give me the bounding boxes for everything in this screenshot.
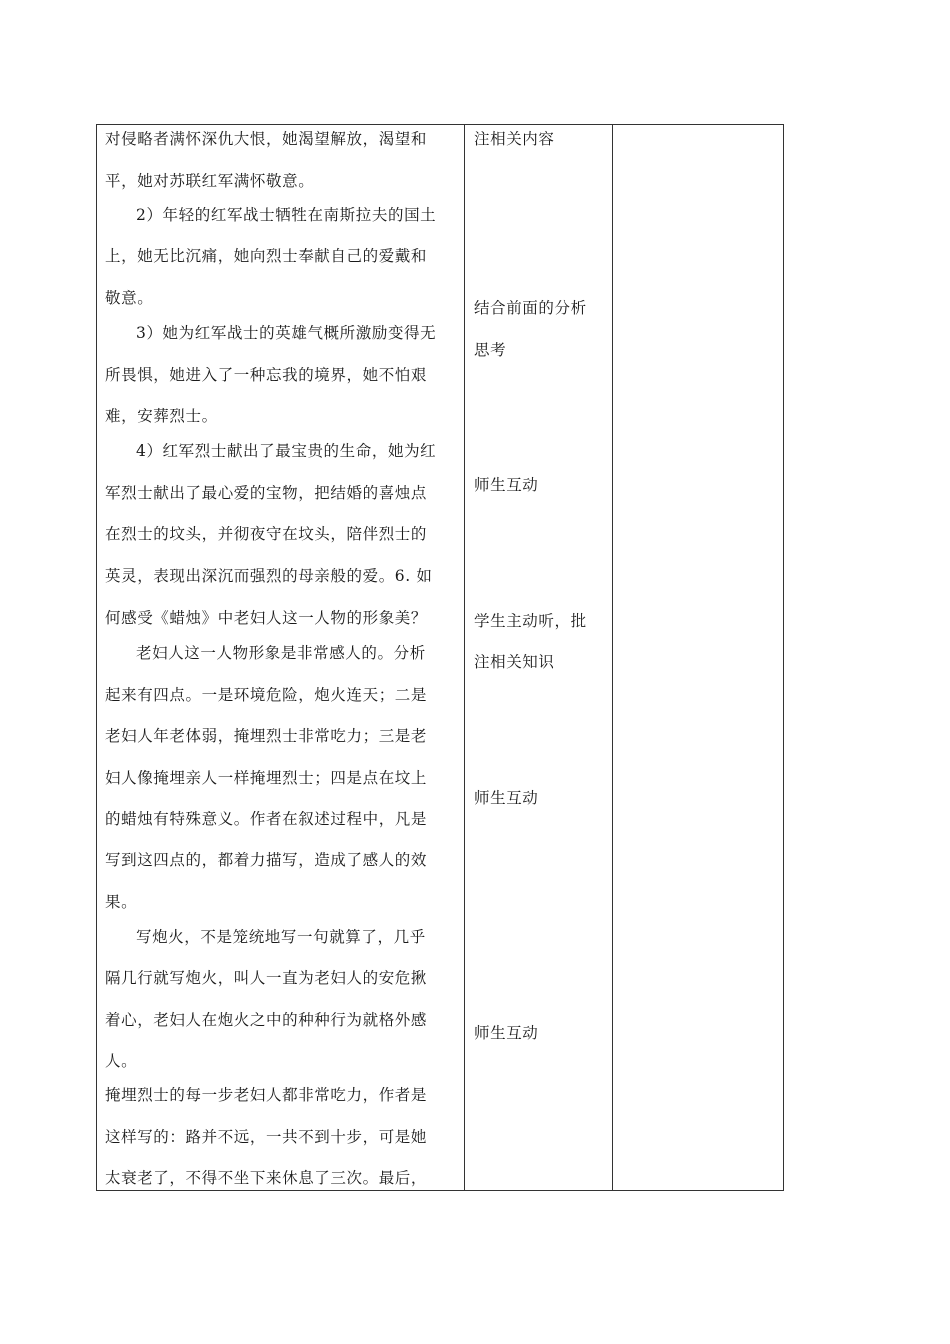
content-line: 果。 [105, 893, 138, 911]
activity-note: 师生互动 [474, 789, 539, 807]
content-line: 写炮火，不是笼统地写一句就算了，几乎 [136, 928, 426, 946]
activity-note: 结合前面的分析 [474, 299, 587, 317]
content-line: 难，安葬烈士。 [105, 407, 218, 425]
content-line: 4）红军烈士献出了最宝贵的生命，她为红 [136, 442, 437, 460]
activity-note: 思考 [474, 341, 507, 359]
content-line: 这样写的：路并不远，一共不到十步，可是她 [105, 1128, 428, 1146]
content-line: 妇人像掩埋亲人一样掩埋烈士；四是点在坟上 [105, 769, 428, 787]
lesson-table [96, 124, 784, 1191]
activity-note: 师生互动 [474, 476, 539, 494]
content-line: 所畏惧，她进入了一种忘我的境界，她不怕艰 [105, 366, 428, 384]
content-line: 平，她对苏联红军满怀敬意。 [105, 172, 315, 190]
content-line: 着心，老妇人在炮火之中的种种行为就格外感 [105, 1011, 428, 1029]
content-line: 英灵，表现出深沉而强烈的母亲般的爱。6. 如 [105, 567, 433, 585]
activity-note: 师生互动 [474, 1024, 539, 1042]
content-line: 老妇人这一人物形象是非常感人的。分析 [136, 644, 426, 662]
content-line: 隔几行就写炮火，叫人一直为老妇人的安危揪 [105, 969, 428, 987]
column-divider [612, 125, 613, 1190]
content-line: 老妇人年老体弱，掩埋烈士非常吃力；三是老 [105, 727, 428, 745]
content-line: 的蜡烛有特殊意义。作者在叙述过程中，凡是 [105, 810, 428, 828]
content-line: 军烈士献出了最心爱的宝物，把结婚的喜烛点 [105, 484, 428, 502]
content-line: 对侵略者满怀深仇大恨，她渴望解放，渴望和 [105, 130, 428, 148]
activity-note: 学生主动听，批 [474, 612, 587, 630]
content-line: 3）她为红军战士的英雄气概所激励变得无 [136, 324, 437, 342]
content-line: 敬意。 [105, 289, 154, 307]
activity-note: 注相关内容 [474, 130, 555, 148]
content-line: 2）年轻的红军战士牺牲在南斯拉夫的国土 [136, 206, 437, 224]
content-line: 人。 [105, 1052, 138, 1070]
content-line: 何感受《蜡烛》中老妇人这一人物的形象美？ [105, 609, 428, 627]
content-line: 写到这四点的，都着力描写，造成了感人的效 [105, 851, 428, 869]
teaching-content-column [105, 125, 457, 1191]
column-divider [464, 125, 465, 1190]
activity-note: 注相关知识 [474, 653, 555, 671]
content-line: 起来有四点。一是环境危险，炮火连天；二是 [105, 686, 428, 704]
content-line: 上，她无比沉痛，她向烈士奉献自己的爱戴和 [105, 247, 428, 265]
content-line: 在烈士的坟头，并彻夜守在坟头，陪伴烈士的 [105, 525, 428, 543]
content-line: 掩埋烈士的每一步老妇人都非常吃力，作者是 [105, 1086, 428, 1104]
content-line: 太衰老了，不得不坐下来休息了三次。最后， [105, 1169, 428, 1187]
student-activity-column [474, 125, 608, 1191]
